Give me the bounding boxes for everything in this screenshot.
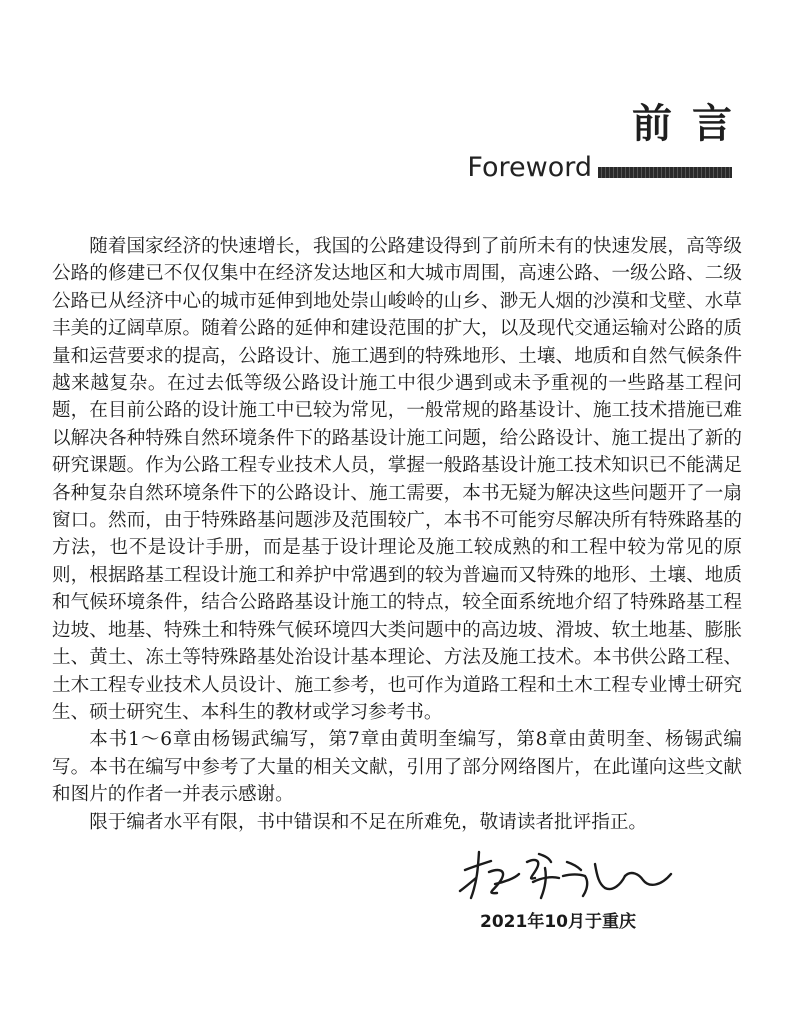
- page-title: 前言: [632, 101, 752, 147]
- foreword-body: [52, 233, 742, 836]
- subtitle-row: [467, 152, 732, 184]
- paragraph-2: 本书1～6章由杨锡武编写，第7章由黄明奎编写，第8章由黄明奎、杨锡武编写。本书在编写中参考了大量的相关文献，引用了部分网络图片，在此谨向这些文献和图片的作者一并表示感谢。: [52, 729, 742, 806]
- date-place: 2021年10月于重庆: [480, 912, 636, 932]
- page-subtitle: Foreword: [467, 152, 592, 183]
- decorative-bar: [598, 167, 732, 178]
- page-heading: [467, 100, 752, 184]
- handwritten-signature: [455, 848, 685, 908]
- paragraph-3: 限于编者水平有限，书中错误和不足在所难免，敬请读者批评指正。: [89, 811, 648, 833]
- paragraph-1: 随着国家经济的快速增长，我国的公路建设得到了前所未有的快速发展，高等级公路的修建已不仅仅集中在经济发达地区和大城市周围，高速公路、一级公路、二级公路已从经济中心的城市延伸到地处崇山峻岭的山乡、渺无人烟的沙漠和戈壁、水草丰美的辽阔草原。随着公路的延伸和建设范围的扩大，以及现代交通运输对公路的质量和运营要求的提高，公路设计、施工遇到的特殊地形、土壤、地质和自然气候条件越来越复杂。在过去低等级公路设计施工中很少遇到或未予重视的一些路基工程问题，在目前公路的设计施工中已较为常见，一般常规的路基设计、施工技术措施已难以解决各种特殊自然环境条件下的路基设计施工问题，给公路设计、施工提出了新的研究课题。作为公路工程专业技术人员，掌握一般路基设计施工技术知识已不能满足各种复杂自然环境条件下的公路设计、施工需要，本书无疑为解决这些问题开了一扇窗口。然而，由于特殊路基问题涉及范围较广，本书不可能穷尽解决所有特殊路基的方法，也不是设计手册，而是基于设计理论及施工较成熟的和工程中较为常见的原则，根据路基工程设计施工和养护中常遇到的较为普遍而又特殊的地形、土壤、地质和气候环境条件，结合公路路基设计施工的特点，较全面系统地介绍了特殊路基工程边坡、地基、特殊土和特殊气候环境四大类问题中的高边坡、滑坡、软土地基、膨胀土、黄土、冻土等特殊路基处治设计基本理论、方法及施工技术。本书供公路工程、土木工程专业技术人员设计、施工参考，也可作为道路工程和土木工程专业博士研究生、硕士研究生、本科生的教材或学习参考书。: [52, 236, 742, 723]
